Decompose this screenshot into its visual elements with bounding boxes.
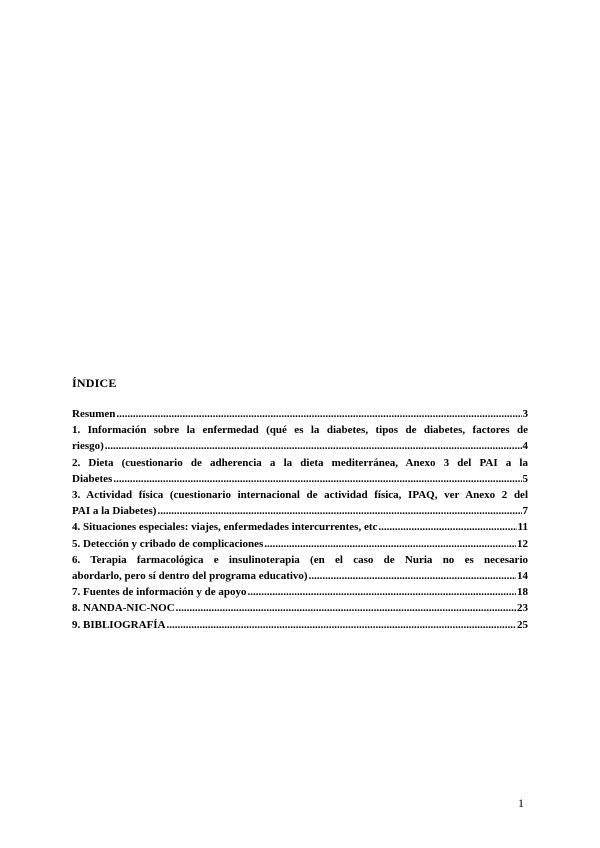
toc-entry-text: 7. Fuentes de información y de apoyo [72, 586, 247, 599]
toc-entry-1[interactable] [72, 438, 528, 454]
toc-entry-text: riesgo) [72, 440, 104, 453]
toc-entry-text: 9. BIBLIOGRAFÍA [72, 618, 166, 631]
toc-entry-text: PAI a la Diabetes) [72, 505, 157, 518]
toc-leader-dots [113, 471, 521, 487]
toc-entry-text: 5. Detección y cribado de complicaciones [72, 537, 264, 550]
toc-leader-dots [116, 406, 521, 422]
toc-entry-text: Resumen [72, 408, 116, 420]
toc-page-number: 3 [522, 408, 528, 420]
toc-page-number: 23 [517, 602, 528, 615]
toc-entry-2-line1[interactable]: 2. Dieta (cuestionario de adherencia a la dieta mediterránea, Anexo 3 del PAI a la [72, 456, 528, 469]
toc-entry-2[interactable] [72, 471, 528, 487]
toc-leader-dots [247, 584, 516, 600]
toc-entry-text: 8. NANDA-NIC-NOC [72, 602, 175, 615]
toc-page-number: 11 [517, 521, 528, 534]
toc-title: ÍNDICE [72, 376, 117, 390]
toc-entry-text: Diabetes [72, 472, 113, 485]
toc-page-number: 7 [522, 505, 528, 518]
toc-entry-6-line1[interactable]: 6. Terapia farmacológica e insulinoterapia (en el caso de Nuria no es necesario [72, 553, 528, 566]
toc-page-number: 18 [517, 586, 528, 599]
toc-page-number: 25 [517, 618, 528, 631]
toc-leader-dots [378, 519, 516, 535]
toc-entry-1-line1[interactable]: 1. Información sobre la enfermedad (qué es la diabetes, tipos de diabetes, factores de [72, 424, 528, 437]
toc-entry-4[interactable] [72, 519, 528, 535]
toc-entry-resumen[interactable] [72, 406, 528, 422]
toc-entry-9[interactable] [72, 617, 528, 633]
footer-page-number: 1 [518, 796, 524, 810]
toc-page-number: 4 [522, 440, 528, 453]
toc-entry-3-line1[interactable]: 3. Actividad física (cuestionario internacional de actividad física, IPAQ, ver Anexo 2 del [72, 489, 528, 502]
toc-entry-3[interactable] [72, 503, 528, 519]
toc-leader-dots [167, 617, 516, 633]
toc-page-number: 12 [517, 537, 528, 550]
toc-leader-dots [157, 503, 521, 519]
toc-entry-7[interactable] [72, 584, 528, 600]
toc-leader-dots [105, 438, 522, 454]
toc-leader-dots [176, 600, 516, 616]
toc-entry-text: 4. Situaciones especiales: viajes, enfermedades intercurrentes, etc [72, 521, 378, 534]
toc-leader-dots [309, 568, 516, 584]
toc-entry-text: abordarlo, pero sí dentro del programa educativo) [72, 570, 308, 583]
toc-entry-6[interactable] [72, 568, 528, 584]
table-of-contents [72, 406, 528, 633]
toc-page-number: 5 [522, 472, 528, 485]
toc-entry-8[interactable] [72, 600, 528, 616]
toc-page-number: 14 [517, 570, 528, 583]
toc-leader-dots [264, 536, 516, 552]
toc-entry-5[interactable] [72, 536, 528, 552]
